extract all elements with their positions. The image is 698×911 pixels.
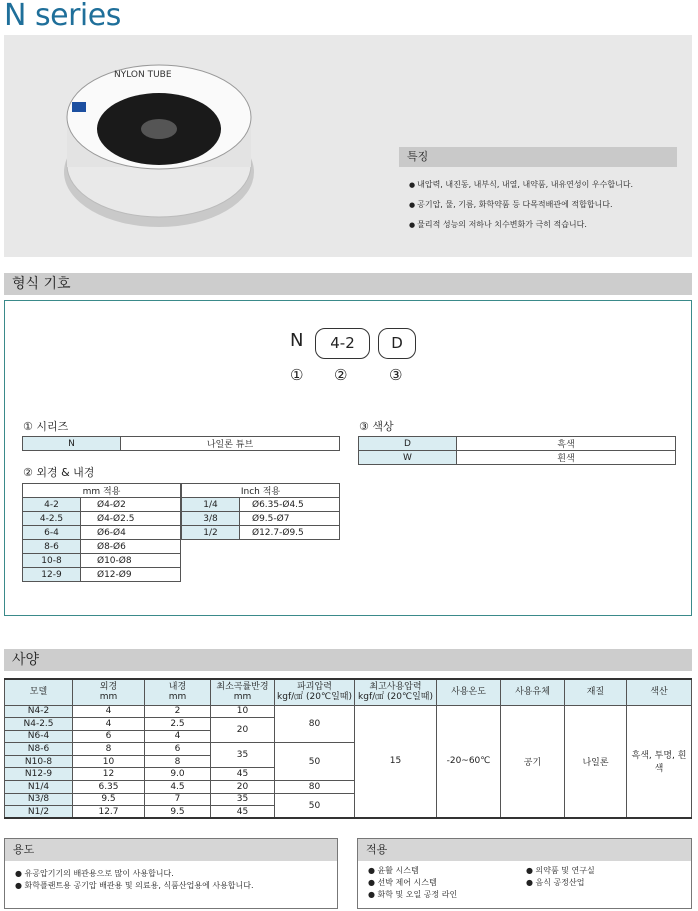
id-cell: 4.5	[145, 781, 211, 794]
bend-cell: 20	[211, 718, 275, 743]
size-value: Ø8-Ø6	[81, 540, 181, 554]
burst-cell: 80	[275, 705, 355, 743]
col-od: 외경 mm	[73, 679, 145, 705]
id-cell: 8	[145, 755, 211, 768]
od-cell: 8	[73, 743, 145, 756]
id-cell: 7	[145, 793, 211, 806]
model-cell: N6-4	[5, 730, 73, 743]
type-code-heading: 형식 기호	[4, 273, 692, 295]
col-colors: 색산	[627, 679, 692, 705]
col-temp: 사용온도	[437, 679, 501, 705]
od-cell: 9.5	[73, 793, 145, 806]
size-value: Ø6.35-Ø4.5	[240, 498, 340, 512]
reel-label: NYLON TUBE	[114, 70, 172, 80]
col-material: 재질	[565, 679, 627, 705]
model-cell: N4-2.5	[5, 718, 73, 731]
model-cell: N4-2	[5, 705, 73, 718]
color-code: D	[359, 437, 457, 451]
series-value: 나일론 튜브	[121, 437, 340, 451]
color-name: 흰색	[457, 451, 676, 465]
series-heading: ① 시리즈	[23, 420, 69, 433]
color-code: W	[359, 451, 457, 465]
usage-panel	[4, 838, 338, 909]
od-cell: 12	[73, 768, 145, 781]
color-table	[358, 436, 676, 465]
bend-cell: 45	[211, 768, 275, 781]
col-fluid: 사용유체	[501, 679, 565, 705]
id-cell: 2.5	[145, 718, 211, 731]
usage-item: ● 유공압기기의 배관용으로 많이 사용합니다.	[15, 869, 174, 878]
spec-table	[4, 678, 692, 819]
bend-cell: 10	[211, 705, 275, 718]
mm-size-table	[22, 483, 181, 582]
size-value: Ø9.5-Ø7	[240, 512, 340, 526]
size-heading: ② 외경 & 내경	[23, 466, 95, 479]
material-cell: 나일론	[565, 705, 627, 818]
usage-heading: 용도	[5, 839, 337, 861]
code-color: D	[378, 328, 416, 359]
color-name: 흑색	[457, 437, 676, 451]
bend-cell: 35	[211, 793, 275, 806]
bend-cell: 35	[211, 743, 275, 768]
marker-2: ②	[334, 366, 348, 384]
id-cell: 6	[145, 743, 211, 756]
application-panel	[357, 838, 692, 909]
product-hero	[4, 35, 692, 257]
size-value: Ø4-Ø2.5	[81, 512, 181, 526]
features-heading: 특징	[399, 147, 677, 167]
burst-cell: 80	[275, 781, 355, 794]
colors-cell: 흑색, 투명, 흰색	[627, 705, 692, 818]
size-key: 1/2	[182, 526, 240, 540]
usage-item: ● 화학플랜트용 공기압 배관용 및 의료용, 식품산업용에 사용합니다.	[15, 881, 254, 890]
bend-cell: 20	[211, 781, 275, 794]
application-item: ● 윤활 시스템	[368, 866, 419, 875]
col-model: 모델	[5, 679, 73, 705]
feature-item: ● 공기압, 물, 기름, 화학약품 등 다목적배관에 적합합니다.	[409, 195, 677, 215]
tube-reel-image	[54, 47, 264, 237]
size-key: 10-8	[23, 554, 81, 568]
model-cell: N12-9	[5, 768, 73, 781]
size-key: 3/8	[182, 512, 240, 526]
code-size: 4-2	[315, 328, 370, 359]
burst-cell: 50	[275, 743, 355, 781]
marker-1: ①	[290, 366, 304, 384]
series-table	[22, 436, 340, 451]
od-cell: 4	[73, 705, 145, 718]
bend-cell: 45	[211, 806, 275, 819]
size-value: Ø4-Ø2	[81, 498, 181, 512]
id-cell: 4	[145, 730, 211, 743]
features-panel	[399, 147, 677, 235]
application-heading: 적용	[358, 839, 691, 861]
size-key: 4-2	[23, 498, 81, 512]
burst-cell: 50	[275, 793, 355, 818]
model-cell: N1/4	[5, 781, 73, 794]
page-title: N series	[4, 0, 121, 33]
mm-header: mm 적용	[23, 484, 181, 498]
model-cell: N1/2	[5, 806, 73, 819]
color-heading: ③ 색상	[359, 420, 394, 433]
marker-3: ③	[389, 366, 403, 384]
col-max: 최고사용압력 kgf/㎠ (20℃일때)	[355, 679, 437, 705]
size-value: Ø10-Ø8	[81, 554, 181, 568]
size-key: 4-2.5	[23, 512, 81, 526]
model-cell: N3/8	[5, 793, 73, 806]
feature-item: ● 물리적 성능의 저하나 치수변화가 극히 적습니다.	[409, 215, 677, 235]
size-value: Ø12-Ø9	[81, 568, 181, 582]
od-cell: 4	[73, 718, 145, 731]
size-value: Ø6-Ø4	[81, 526, 181, 540]
od-cell: 6.35	[73, 781, 145, 794]
col-burst: 파괴압력 kgf/㎠ (20℃일때)	[275, 679, 355, 705]
od-cell: 10	[73, 755, 145, 768]
type-code-box	[4, 300, 692, 616]
col-id: 내경 mm	[145, 679, 211, 705]
size-key: 1/4	[182, 498, 240, 512]
col-bend: 최소곡률반경 mm	[211, 679, 275, 705]
application-item: ● 화학 및 오일 공정 라인	[368, 890, 458, 899]
application-item: ● 선박 제어 시스템	[368, 878, 437, 887]
od-cell: 12.7	[73, 806, 145, 819]
application-item: ● 의약품 및 연구실	[526, 866, 595, 875]
code-prefix: N	[290, 330, 304, 351]
id-cell: 9.5	[145, 806, 211, 819]
model-cell: N8-6	[5, 743, 73, 756]
feature-item: ● 내압력, 내진동, 내부식, 내열, 내약품, 내유연성이 우수합니다.	[409, 175, 677, 195]
size-key: 8-6	[23, 540, 81, 554]
spec-heading: 사양	[4, 649, 692, 671]
model-cell: N10-8	[5, 755, 73, 768]
id-cell: 2	[145, 705, 211, 718]
size-key: 6-4	[23, 526, 81, 540]
inch-size-table	[181, 483, 340, 540]
application-item: ● 음식 공정산업	[526, 878, 585, 887]
id-cell: 9.0	[145, 768, 211, 781]
temp-cell: -20~60℃	[437, 705, 501, 818]
fluid-cell: 공기	[501, 705, 565, 818]
od-cell: 6	[73, 730, 145, 743]
max-pressure-cell: 15	[355, 705, 437, 818]
inch-header: Inch 적용	[182, 484, 340, 498]
series-key: N	[23, 437, 121, 451]
size-key: 12-9	[23, 568, 81, 582]
size-value: Ø12.7-Ø9.5	[240, 526, 340, 540]
